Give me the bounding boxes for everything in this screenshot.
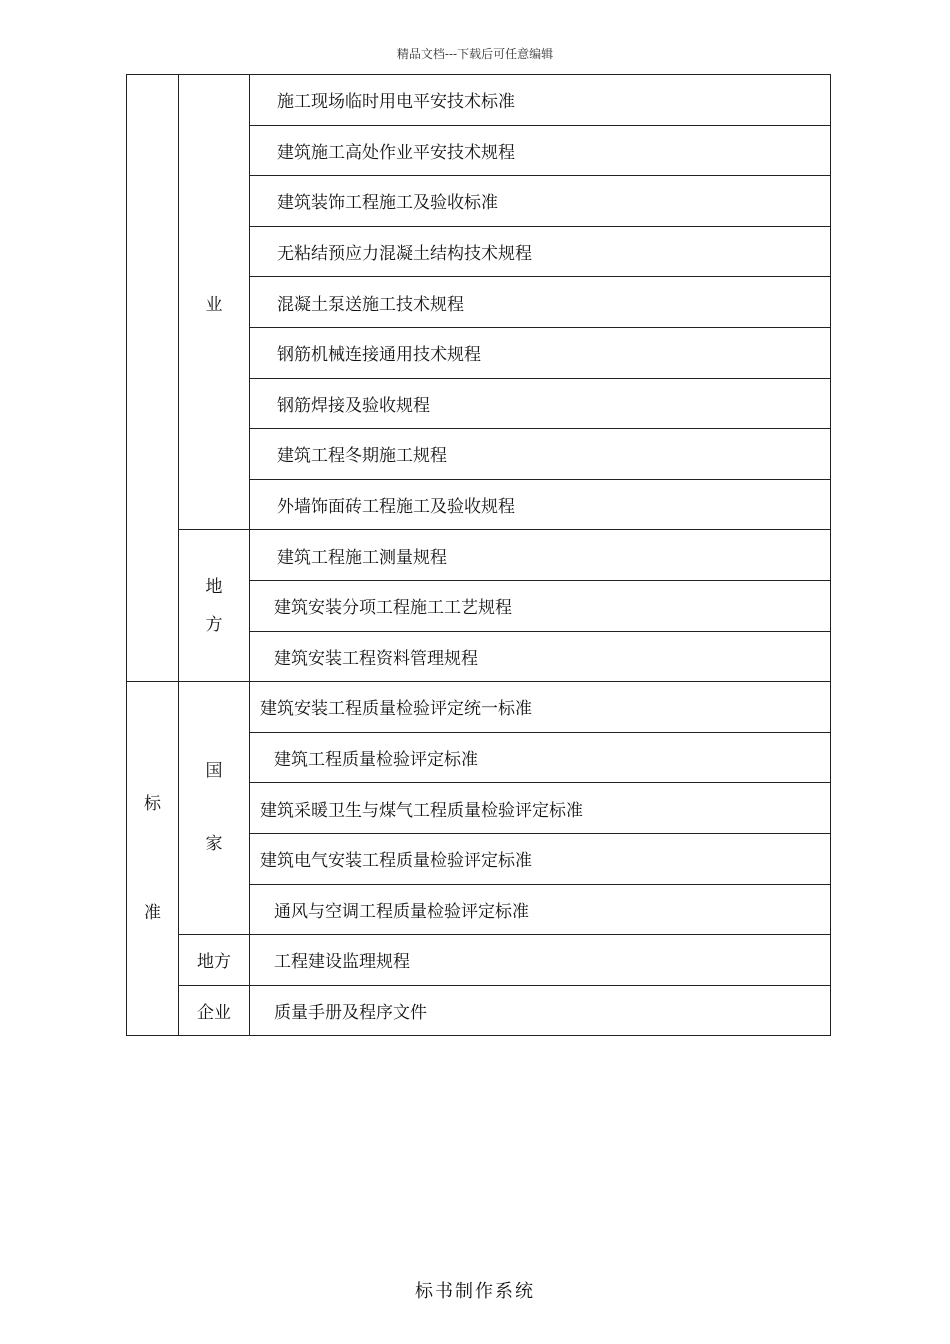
industry-item: 无粘结预应力混凝土结构技术规程 [250, 226, 831, 277]
standard-category-line2: 准 [144, 902, 161, 923]
industry-item: 建筑装饰工程施工及验收标准 [250, 176, 831, 227]
table-row [127, 985, 831, 1036]
national-label-line2: 家 [205, 834, 223, 855]
standard-category-stack [127, 793, 178, 923]
industry-item: 建筑施工高处作业平安技术规程 [250, 125, 831, 176]
national-label-stack [179, 763, 249, 853]
standards-table [126, 74, 831, 1036]
standard-category-cell [127, 682, 179, 1036]
national-item: 建筑工程质量检验评定标准 [250, 732, 831, 783]
local-standard-label: 地方 [179, 935, 250, 986]
local-item: 建筑工程施工测量规程 [250, 530, 831, 581]
local-item: 建筑安装工程资料管理规程 [250, 631, 831, 682]
enterprise-label: 企业 [179, 985, 250, 1036]
page-header: 精品文档---下载后可任意编辑 [396, 47, 554, 61]
industry-item: 建筑工程冬期施工规程 [250, 429, 831, 480]
table-row [127, 935, 831, 986]
national-item: 建筑安装工程质量检验评定统一标准 [250, 682, 831, 733]
national-item: 建筑采暖卫生与煤气工程质量检验评定标准 [250, 783, 831, 834]
local-item: 建筑安装分项工程施工工艺规程 [250, 580, 831, 631]
page-footer: 标书制作系统 [415, 1281, 535, 1302]
industry-item: 混凝土泵送施工技术规程 [250, 277, 831, 328]
table-row [127, 682, 831, 733]
category-cell-continued [127, 75, 179, 682]
industry-item: 外墙饰面砖工程施工及验收规程 [250, 479, 831, 530]
national-item: 建筑电气安装工程质量检验评定标准 [250, 833, 831, 884]
national-label-line1: 国 [205, 761, 223, 782]
national-label [179, 682, 250, 935]
table-row [127, 530, 831, 581]
industry-item: 钢筋机械连接通用技术规程 [250, 327, 831, 378]
local-label-line2: 方 [205, 614, 223, 635]
industry-item: 施工现场临时用电平安技术标准 [250, 75, 831, 126]
table-row [127, 75, 831, 126]
local-standard-item: 工程建设监理规程 [250, 935, 831, 986]
industry-item: 钢筋焊接及验收规程 [250, 378, 831, 429]
enterprise-item: 质量手册及程序文件 [250, 985, 831, 1036]
local-label-line1: 地 [205, 576, 223, 597]
industry-label [179, 75, 250, 530]
national-item: 通风与空调工程质量检验评定标准 [250, 884, 831, 935]
local-label-stack [206, 568, 223, 644]
standard-category-line1: 标 [144, 793, 161, 814]
local-label [179, 530, 250, 682]
industry-label-text: 业 [205, 294, 223, 315]
